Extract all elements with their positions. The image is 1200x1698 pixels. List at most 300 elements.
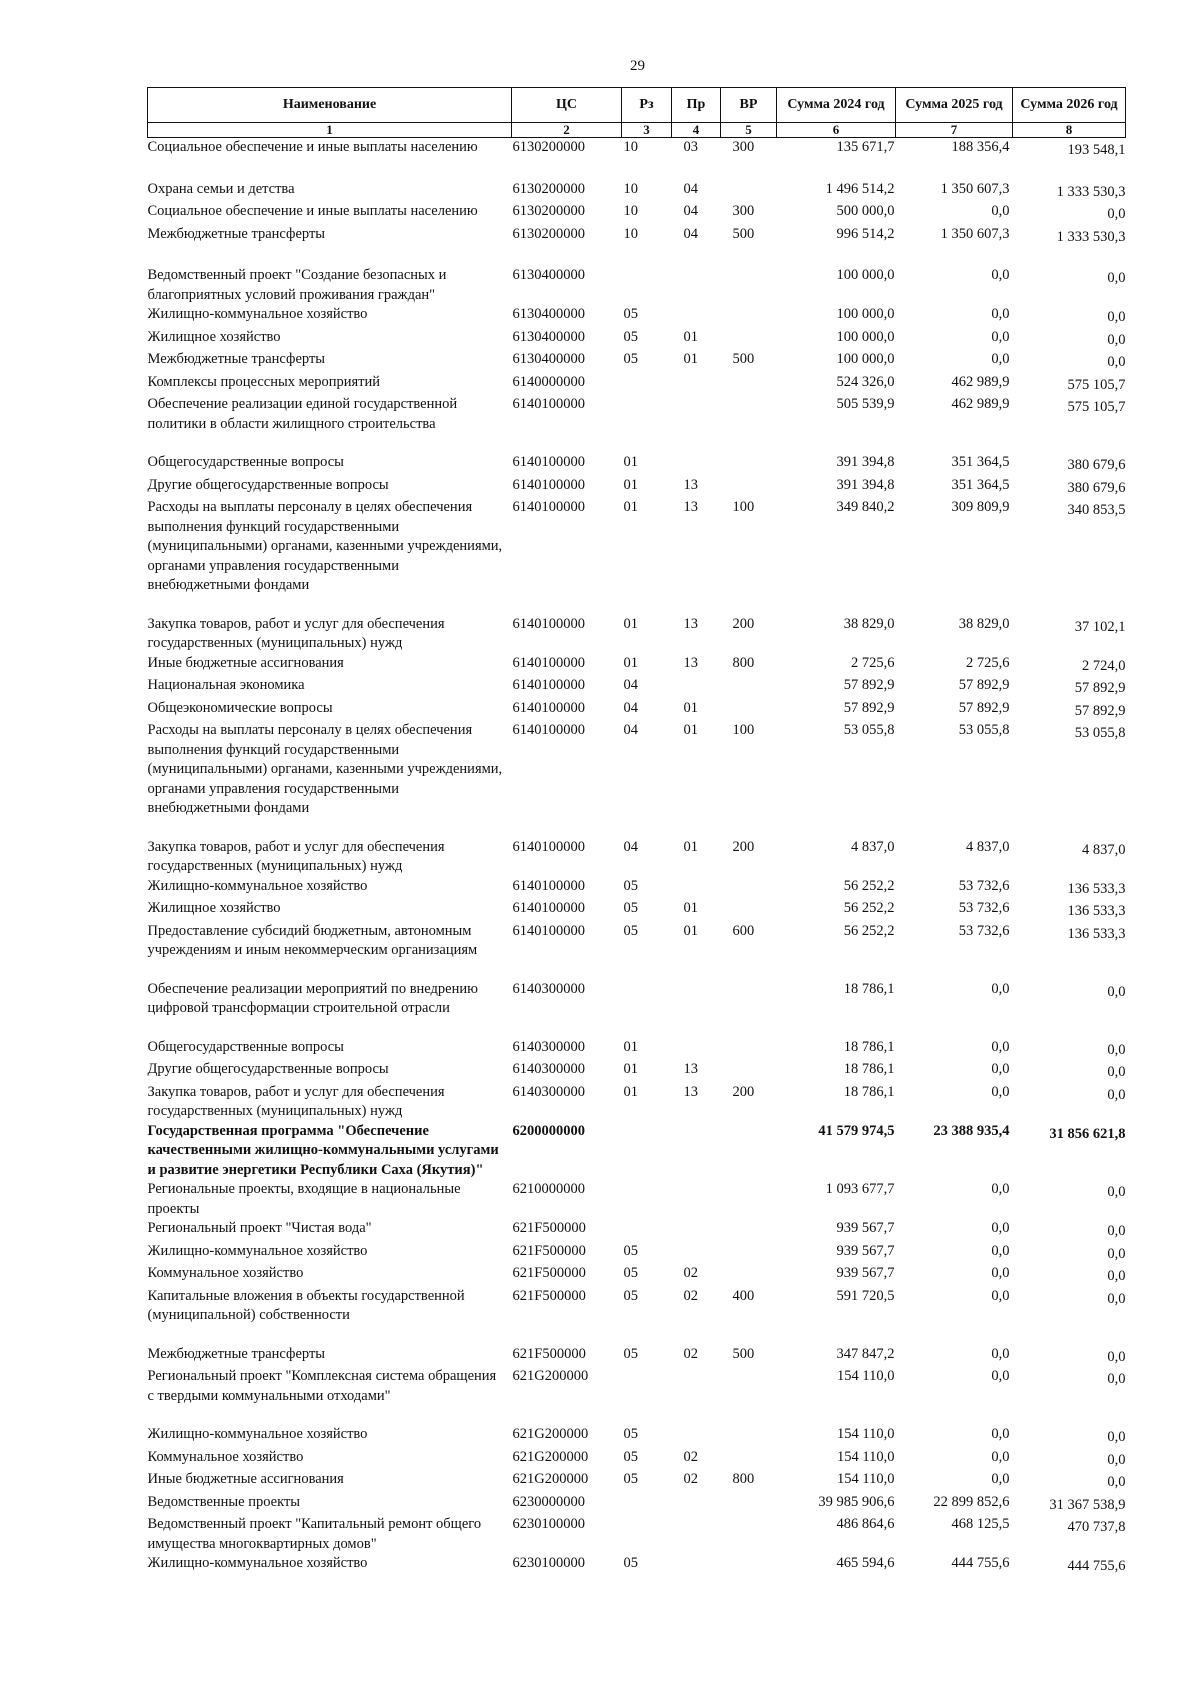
row-sum-2025: 351 364,5 [951, 454, 1010, 470]
row-pr: 02 [683, 1471, 698, 1487]
row-sum-2025: 462 989,9 [951, 373, 1010, 390]
row-sum-2024: 56 252,2 [843, 922, 895, 939]
row-rz: 04 [623, 699, 638, 716]
row-vr [721, 980, 777, 1038]
row-name: Коммунальное хозяйство [147, 1265, 304, 1281]
row-vr: 800 [732, 1471, 755, 1487]
row-cs: 6140300000 [512, 1061, 585, 1077]
row-sum-2026-cell [1013, 305, 1126, 328]
row-sum-2024: 135 671,7 [836, 139, 895, 155]
row-vr: 200 [732, 838, 755, 855]
row-name: Закупка товаров, работ и услуг для обеспечения государственных (муниципальных) нужд [147, 1083, 445, 1119]
row-sum-2026: 1 333 530,3 [1056, 183, 1126, 200]
table-row [148, 1287, 1126, 1345]
row-sum-2025: 0,0 [991, 1426, 1010, 1442]
row-pr: 13 [683, 654, 698, 671]
row-pr: 01 [683, 351, 698, 367]
row-pr [672, 877, 721, 900]
row-pr: 04 [683, 203, 698, 219]
row-sum-2024: 18 786,1 [843, 1061, 895, 1077]
row-sum-2026-cell [1013, 1264, 1126, 1287]
row-sum-2026: 575 105,7 [1067, 399, 1126, 415]
table-row [148, 1515, 1126, 1554]
row-vr [721, 305, 777, 328]
row-sum-2026-cell [1013, 350, 1126, 373]
row-cs: 6140300000 [512, 1083, 585, 1100]
row-name: Охрана семьи и детства [147, 180, 295, 197]
row-sum-2025: 22 899 852,6 [933, 1493, 1010, 1510]
row-name: Межбюджетные трансферты [147, 351, 326, 367]
row-sum-2026: 57 892,9 [1074, 680, 1126, 696]
row-sum-2024: 39 985 906,6 [818, 1493, 895, 1510]
row-sum-2026: 31 367 538,9 [1049, 1496, 1126, 1513]
row-sum-2024: 591 720,5 [836, 1287, 895, 1304]
row-sum-2026: 193 548,1 [1067, 142, 1126, 158]
row-cs: 621G200000 [512, 1426, 589, 1442]
row-pr [672, 1038, 721, 1061]
row-sum-2025: 0,0 [991, 1368, 1010, 1384]
row-name: Региональный проект "Комплексная система обращения с твердыми коммунальными отходами" [147, 1368, 497, 1404]
row-cs: 6130200000 [512, 203, 585, 219]
table-row [148, 350, 1126, 373]
row-name: Расходы на выплаты персоналу в целях обеспечения выполнения функций государственными (муниципальными) органами, казенными учреждениями, органами управления государственными внебюджетными фондами [147, 499, 503, 593]
table-row [148, 721, 1126, 838]
row-cs: 621G200000 [512, 1471, 589, 1487]
row-pr [672, 1180, 721, 1219]
header-rz: Рз [622, 88, 672, 123]
row-cs: 6130200000 [512, 139, 585, 155]
table-row [148, 1242, 1126, 1265]
row-cs: 6140100000 [512, 922, 585, 939]
row-sum-2025: 0,0 [991, 1287, 1010, 1304]
row-sum-2026: 136 533,3 [1067, 880, 1126, 897]
row-sum-2025: 53 732,6 [958, 900, 1010, 916]
row-rz: 05 [623, 1345, 638, 1362]
row-cs: 621G200000 [512, 1448, 589, 1465]
row-sum-2026-cell [1013, 1470, 1126, 1493]
table-header [148, 88, 1126, 138]
row-sum-2026-cell [1013, 699, 1126, 722]
row-sum-2026: 0,0 [1107, 270, 1126, 286]
row-name: Комплексы процессных мероприятий [147, 373, 380, 390]
row-vr [721, 1515, 777, 1554]
row-rz: 05 [623, 877, 638, 894]
row-pr: 13 [683, 1083, 698, 1100]
row-rz [622, 373, 672, 396]
row-name: Другие общегосударственные вопросы [147, 476, 389, 493]
row-rz [622, 980, 672, 1038]
row-name: Предоставление субсидий бюджетным, автономным учреждениям и иным некоммерческим организациям [147, 922, 478, 958]
row-rz [622, 1219, 672, 1242]
row-cs: 6230100000 [512, 1555, 585, 1571]
row-rz [622, 1367, 672, 1425]
row-cs: 6140100000 [512, 877, 585, 894]
row-name: Общеэкономические вопросы [147, 699, 333, 716]
row-pr: 02 [683, 1448, 698, 1465]
table-row [148, 899, 1126, 922]
row-cs: 6140100000 [512, 476, 585, 493]
row-sum-2025: 468 125,5 [951, 1516, 1010, 1532]
row-vr [721, 1264, 777, 1287]
row-sum-2025: 53 732,6 [958, 877, 1010, 894]
row-sum-2024: 2 725,6 [851, 654, 895, 671]
row-sum-2025: 309 809,9 [951, 499, 1010, 515]
row-name: Ведомственный проект "Капитальный ремонт общего имущества многоквартирных домов" [147, 1516, 482, 1552]
row-sum-2025: 38 829,0 [958, 615, 1010, 632]
row-name: Жилищное хозяйство [147, 328, 281, 345]
row-sum-2024: 465 594,6 [836, 1555, 895, 1571]
row-rz: 01 [623, 1061, 638, 1077]
row-rz: 05 [623, 1242, 638, 1259]
row-sum-2026-cell [1013, 476, 1126, 499]
row-vr: 500 [732, 1345, 755, 1362]
row-sum-2026: 53 055,8 [1074, 725, 1126, 741]
row-vr [721, 395, 777, 453]
row-vr [721, 1219, 777, 1242]
row-cs: 6130200000 [512, 180, 585, 197]
row-pr [672, 373, 721, 396]
row-rz [622, 1515, 672, 1554]
row-name: Ведомственные проекты [147, 1493, 301, 1510]
row-sum-2024: 4 837,0 [851, 838, 895, 855]
row-sum-2026: 0,0 [1107, 206, 1126, 222]
row-sum-2024: 939 567,7 [836, 1265, 895, 1281]
row-sum-2026-cell [1013, 1122, 1126, 1181]
row-rz: 05 [623, 1448, 638, 1465]
row-sum-2024: 939 567,7 [836, 1220, 895, 1236]
table-row [148, 1122, 1126, 1181]
row-pr [672, 1515, 721, 1554]
row-vr [721, 180, 777, 203]
row-vr [721, 1242, 777, 1265]
row-sum-2026: 0,0 [1107, 1064, 1126, 1080]
row-cs: 6140100000 [512, 900, 585, 916]
row-cs: 621F500000 [512, 1242, 586, 1259]
row-pr: 01 [683, 838, 698, 855]
row-sum-2026: 0,0 [1107, 1290, 1126, 1307]
row-pr: 13 [683, 499, 698, 515]
row-vr: 100 [732, 499, 755, 515]
row-rz: 05 [623, 1471, 638, 1487]
table-row [148, 395, 1126, 453]
row-pr [672, 1425, 721, 1448]
table-row [148, 1038, 1126, 1061]
table-row [148, 453, 1126, 476]
row-cs: 6140100000 [512, 722, 585, 738]
row-vr [721, 1038, 777, 1061]
row-sum-2026-cell [1013, 266, 1126, 305]
row-pr [672, 453, 721, 476]
row-sum-2026-cell [1013, 1425, 1126, 1448]
row-sum-2025: 53 732,6 [958, 922, 1010, 939]
row-cs: 621F500000 [512, 1220, 586, 1236]
row-pr: 04 [683, 225, 698, 242]
row-rz: 01 [623, 654, 638, 671]
table-row [148, 699, 1126, 722]
row-pr: 13 [683, 476, 698, 493]
row-sum-2026-cell [1013, 328, 1126, 351]
row-rz: 05 [623, 1555, 638, 1571]
row-sum-2024: 939 567,7 [836, 1242, 895, 1259]
row-sum-2026-cell [1013, 838, 1126, 877]
row-sum-2024: 349 840,2 [836, 499, 895, 515]
row-name: Жилищно-коммунальное хозяйство [147, 306, 368, 322]
row-vr [721, 1448, 777, 1471]
row-sum-2026-cell [1013, 1287, 1126, 1345]
table-row [148, 225, 1126, 267]
row-name: Капитальные вложения в объекты государственной (муниципальной) собственности [147, 1287, 465, 1323]
row-sum-2024: 154 110,0 [837, 1426, 895, 1442]
row-cs: 621F500000 [512, 1265, 586, 1281]
header-pr: Пр [672, 88, 721, 123]
row-sum-2025: 57 892,9 [958, 699, 1010, 716]
row-vr [721, 699, 777, 722]
row-sum-2026: 0,0 [1107, 1348, 1126, 1365]
row-rz: 04 [623, 722, 638, 738]
table-row [148, 1083, 1126, 1122]
row-sum-2025: 0,0 [991, 1448, 1010, 1465]
row-vr [721, 476, 777, 499]
row-pr: 13 [683, 615, 698, 632]
row-sum-2024: 391 394,8 [836, 454, 895, 470]
row-name: Жилищное хозяйство [147, 900, 281, 916]
row-rz: 01 [623, 499, 638, 515]
table-row [148, 1219, 1126, 1242]
row-rz: 10 [623, 225, 638, 242]
row-sum-2025: 0,0 [991, 203, 1010, 219]
row-pr: 01 [683, 328, 698, 345]
row-sum-2026: 0,0 [1107, 1429, 1126, 1445]
row-pr: 04 [683, 180, 698, 197]
header-num-5: 5 [721, 123, 777, 138]
row-sum-2024: 38 829,0 [843, 615, 895, 632]
row-sum-2025: 0,0 [991, 1181, 1010, 1197]
row-sum-2025: 0,0 [991, 1471, 1010, 1487]
row-sum-2025: 0,0 [991, 980, 1010, 997]
row-name: Жилищно-коммунальное хозяйство [147, 1555, 368, 1571]
row-sum-2024: 505 539,9 [836, 396, 895, 412]
row-sum-2024: 57 892,9 [843, 677, 895, 693]
row-sum-2024: 18 786,1 [843, 1083, 895, 1100]
row-cs: 6130400000 [512, 351, 585, 367]
row-sum-2025: 0,0 [991, 1083, 1010, 1100]
row-rz: 10 [623, 139, 638, 155]
row-name: Жилищно-коммунальное хозяйство [147, 1426, 368, 1442]
row-pr [672, 1242, 721, 1265]
header-num-4: 4 [672, 123, 721, 138]
row-sum-2025: 0,0 [991, 1265, 1010, 1281]
table-row [148, 138, 1126, 180]
row-sum-2026: 575 105,7 [1067, 376, 1126, 393]
row-sum-2024: 100 000,0 [836, 267, 895, 283]
row-sum-2026: 2 724,0 [1082, 657, 1126, 674]
row-name: Социальное обеспечение и иные выплаты населению [147, 203, 478, 219]
row-sum-2026-cell [1013, 877, 1126, 900]
row-sum-2024: 154 110,0 [837, 1368, 895, 1384]
row-vr [721, 373, 777, 396]
row-sum-2025: 351 364,5 [951, 476, 1010, 493]
row-rz [622, 266, 672, 305]
row-vr [721, 1554, 777, 1577]
header-num-1: 1 [148, 123, 512, 138]
row-sum-2024: 391 394,8 [836, 476, 895, 493]
row-sum-2024: 154 110,0 [837, 1471, 895, 1487]
row-vr [721, 1367, 777, 1425]
row-sum-2026-cell [1013, 1448, 1126, 1471]
row-rz: 05 [623, 306, 638, 322]
table-row [148, 305, 1126, 328]
row-sum-2025: 2 725,6 [966, 654, 1010, 671]
table-row [148, 676, 1126, 699]
row-sum-2024: 100 000,0 [836, 328, 895, 345]
table-row [148, 1448, 1126, 1471]
row-sum-2026: 0,0 [1107, 1245, 1126, 1262]
row-name: Общегосударственные вопросы [147, 454, 344, 470]
row-vr: 300 [732, 203, 755, 219]
row-name: Обеспечение реализации единой государственной политики в области жилищного строительства [147, 396, 458, 432]
row-cs: 621G200000 [512, 1368, 589, 1384]
row-sum-2026: 0,0 [1107, 1451, 1126, 1468]
table-row [148, 654, 1126, 677]
row-pr: 02 [683, 1345, 698, 1362]
row-pr: 02 [683, 1287, 698, 1304]
row-sum-2026: 0,0 [1107, 1041, 1126, 1058]
row-sum-2024: 996 514,2 [836, 225, 895, 242]
row-sum-2026-cell [1013, 1554, 1126, 1577]
row-sum-2026: 4 837,0 [1082, 841, 1126, 858]
row-cs: 6140100000 [512, 615, 585, 632]
table-row [148, 328, 1126, 351]
row-name: Обеспечение реализации мероприятий по внедрению цифровой трансформации строительной отрасли [147, 980, 478, 1016]
row-cs: 6230100000 [512, 1516, 585, 1532]
row-sum-2025: 53 055,8 [958, 722, 1010, 738]
row-cs: 6140100000 [512, 699, 585, 716]
table-row [148, 1345, 1126, 1368]
row-sum-2026: 1 333 530,3 [1056, 228, 1126, 245]
row-rz: 05 [623, 1265, 638, 1281]
row-sum-2026-cell [1013, 373, 1126, 396]
row-pr [672, 1493, 721, 1516]
row-name: Закупка товаров, работ и услуг для обеспечения государственных (муниципальных) нужд [147, 838, 445, 874]
row-vr: 300 [732, 139, 755, 155]
row-sum-2026-cell [1013, 1219, 1126, 1242]
header-sum-2024: Сумма 2024 год [777, 88, 896, 123]
row-name: Региональный проект "Чистая вода" [147, 1220, 372, 1236]
table-row [148, 922, 1126, 980]
row-sum-2026-cell [1013, 453, 1126, 476]
row-cs: 6140300000 [512, 1038, 585, 1055]
row-name: Межбюджетные трансферты [147, 1345, 326, 1362]
row-sum-2026-cell [1013, 1515, 1126, 1554]
row-sum-2025: 1 350 607,3 [940, 180, 1010, 197]
row-cs: 6140100000 [512, 499, 585, 515]
row-vr [721, 1060, 777, 1083]
row-sum-2026: 136 533,3 [1067, 903, 1126, 919]
row-vr: 500 [732, 351, 755, 367]
row-pr: 02 [683, 1265, 698, 1281]
row-sum-2024: 100 000,0 [836, 351, 895, 367]
row-vr [721, 1425, 777, 1448]
row-rz: 04 [623, 677, 638, 693]
row-sum-2025: 0,0 [991, 328, 1010, 345]
row-sum-2025: 4 837,0 [966, 838, 1010, 855]
row-vr [721, 1493, 777, 1516]
row-sum-2025: 444 755,6 [951, 1555, 1010, 1571]
row-pr [672, 1367, 721, 1425]
row-vr: 500 [732, 225, 755, 242]
header-num-8: 8 [1013, 123, 1126, 138]
header-vr: ВР [721, 88, 777, 123]
row-vr: 100 [732, 722, 755, 738]
row-rz [622, 1122, 672, 1181]
row-sum-2025: 0,0 [991, 1061, 1010, 1077]
row-sum-2026-cell [1013, 1180, 1126, 1219]
table-row [148, 1060, 1126, 1083]
row-rz: 01 [623, 454, 638, 470]
row-sum-2026: 0,0 [1107, 1223, 1126, 1239]
row-pr [672, 1554, 721, 1577]
row-pr [672, 395, 721, 453]
header-num-2: 2 [512, 123, 622, 138]
row-sum-2026: 0,0 [1107, 331, 1126, 348]
page-number: 29 [630, 58, 645, 74]
row-sum-2026: 0,0 [1107, 983, 1126, 1000]
row-name: Межбюджетные трансферты [147, 225, 326, 242]
row-sum-2026-cell [1013, 1367, 1126, 1425]
row-pr [672, 1219, 721, 1242]
row-vr [721, 899, 777, 922]
row-sum-2025: 57 892,9 [958, 677, 1010, 693]
row-vr [721, 1180, 777, 1219]
row-name: Ведомственный проект "Создание безопасных и благоприятных условий проживания граждан" [147, 267, 447, 303]
row-cs: 6140000000 [512, 373, 585, 390]
row-sum-2026-cell [1013, 899, 1126, 922]
row-sum-2026-cell [1013, 498, 1126, 615]
table-row [148, 180, 1126, 203]
row-cs: 6140100000 [512, 654, 585, 671]
row-rz: 05 [623, 900, 638, 916]
row-pr: 01 [683, 922, 698, 939]
row-name: Иные бюджетные ассигнования [147, 1471, 344, 1487]
table-row [148, 1367, 1126, 1425]
row-name: Социальное обеспечение и иные выплаты населению [147, 139, 478, 155]
row-rz: 05 [623, 328, 638, 345]
row-sum-2024: 56 252,2 [843, 877, 895, 894]
table-row [148, 1425, 1126, 1448]
row-name: Расходы на выплаты персоналу в целях обеспечения выполнения функций государственными (муниципальными) органами, казенными учреждениями, органами управления государственными внебюджетными фондами [147, 722, 503, 816]
row-sum-2026-cell [1013, 676, 1126, 699]
table-row [148, 877, 1126, 900]
table-row [148, 980, 1126, 1038]
row-name: Коммунальное хозяйство [147, 1448, 304, 1465]
table-row [148, 476, 1126, 499]
row-sum-2024: 500 000,0 [836, 203, 895, 219]
row-sum-2024: 486 864,6 [836, 1516, 895, 1532]
row-sum-2026: 0,0 [1107, 1371, 1126, 1387]
row-sum-2026-cell [1013, 615, 1126, 654]
row-rz: 01 [623, 1038, 638, 1055]
row-sum-2026-cell [1013, 721, 1126, 838]
row-cs: 6200000000 [512, 1122, 585, 1139]
row-name: Иные бюджетные ассигнования [147, 654, 344, 671]
row-sum-2026: 0,0 [1107, 354, 1126, 370]
row-pr [672, 266, 721, 305]
row-name: Региональные проекты, входящие в национальные проекты [147, 1181, 461, 1217]
header-sum-2026: Сумма 2026 год [1013, 88, 1126, 123]
row-cs: 6210000000 [512, 1181, 585, 1197]
row-sum-2025: 23 388 935,4 [933, 1122, 1010, 1139]
row-pr [672, 1122, 721, 1181]
